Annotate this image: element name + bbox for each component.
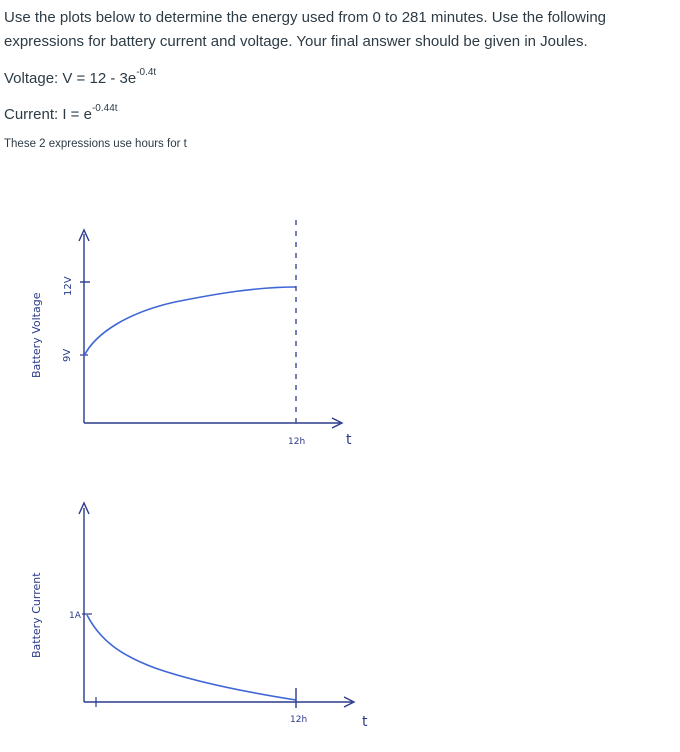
current-tick-1a: 1A [69, 611, 81, 621]
voltage-x-axis-label: t [346, 432, 352, 448]
voltage-ylabel: Battery Voltage [30, 292, 43, 378]
voltage-curve [84, 287, 296, 356]
question-text: Use the plots below to determine the energy used from 0 to 281 minutes. Use the following expressions for battery current and voltage. Your final answer should be given in Joules. [4, 9, 606, 50]
current-x-axis-label: t [362, 714, 368, 730]
current-x-tick-12h: 12h [290, 715, 308, 725]
voltage-tick-12v: 12V [63, 276, 74, 296]
voltage-plot [30, 220, 352, 448]
hours-note: These 2 expressions use hours for t [4, 138, 187, 150]
voltage-x-tick-12h: 12h [288, 437, 306, 447]
voltage-exponent: -0.4t [136, 67, 157, 78]
current-plot [30, 503, 368, 730]
current-expression-label: Current: I = e [4, 106, 92, 123]
current-exponent: -0.44t [91, 103, 118, 114]
current-curve [87, 615, 296, 700]
voltage-expression-label: Voltage: V = 12 - 3e [4, 70, 137, 87]
current-ylabel: Battery Current [30, 572, 43, 658]
voltage-tick-9v: 9V [62, 348, 73, 362]
